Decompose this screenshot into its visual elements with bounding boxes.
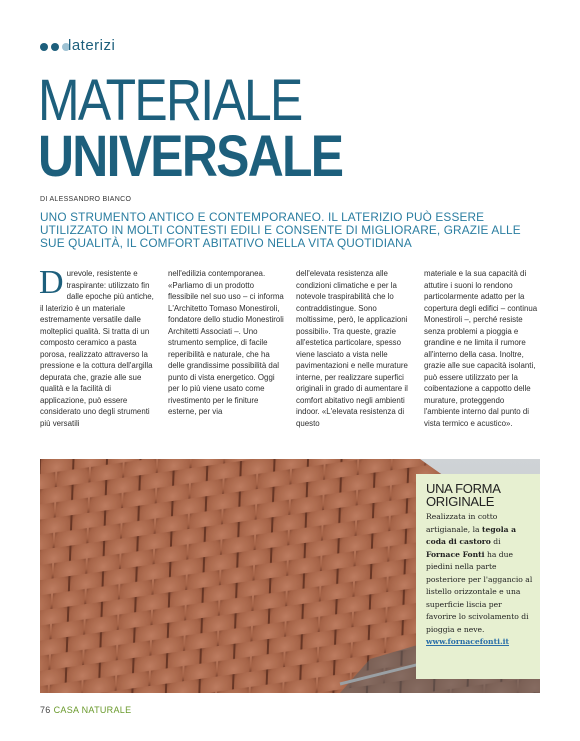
page-number: 76 — [40, 705, 51, 715]
title-line-2: UNIVERSALE — [38, 124, 343, 189]
body-column-3: dell'elevata resistenza alle condizioni climatiche e per la notevole traspirabilità che lo contraddistingue. Sono moltissime, però, le applicazioni possibili». Tra queste, grazie all'estetica particolare, spesso viene lasciato a vista nelle pavimentazioni e nelle murature interne, per realizzare superfici originali in grado di aumentare il comfort abitativo negli ambienti indoor. «L'elevata resistenza di questo — [296, 269, 408, 428]
dropcap: D — [39, 264, 64, 301]
body-column-4: materiale e la sua capacità di attutire i suoni lo rendono particolarmente adatto per la copertura degli edifici – continua Monestiroli –, perché resiste senza problemi a pioggia e grandine e ne limita il rumore all'interno della casa. Inoltre, grazie alle sue capacità isolanti, può essere utilizzato per la coibentazione a cappotto delle murature, proteggendo l'ambiente interno dal punto di vista termico e acustico». — [424, 269, 538, 428]
dot-icon — [40, 43, 48, 51]
lead-paragraph: UNO STRUMENTO ANTICO E CONTEMPORANEO. IL LATERIZIO PUÒ ESSERE UTILIZZATO IN MOLTI CONTESTI EDILI E CONSENTE DI MIGLIORARE, GRAZIE ALLE SUE QUALITÀ, IL COMFORT ABITATIVO NELLA VITA QUOTIDIANA — [40, 210, 521, 250]
byline: DI ALESSANDRO BIANCO — [40, 196, 132, 203]
page-footer — [40, 705, 131, 715]
sidebar-text: Realizzata in cotto artigianale, la tegola a coda di castoro di Fornace Fonti ha due piedini nella parte posteriore per l'aggancio al listello orizzontale e una superficie liscia per favorire lo scivolamento di pioggia e neve. www.fornacefonti.it — [426, 512, 533, 646]
sidebar-title: UNA FORMA ORIGINALE — [426, 481, 500, 509]
body-column-1 — [39, 264, 158, 429]
magazine-name: CASA NATURALE — [53, 705, 132, 715]
sidebar-link[interactable]: www.fornacefonti.it — [426, 637, 510, 646]
dot-icon — [51, 43, 59, 51]
title-line-1: MATERIALE — [38, 68, 302, 133]
section-dots — [40, 43, 70, 51]
section-label: laterizi — [68, 37, 116, 54]
body-column-2: nell'edilizia contemporanea. «Parliamo di un prodotto flessibile nel suo uso – ci informa L'Architetto Tomaso Monestiroli, fondatore dello studio Monestiroli Architetti Associati –. Uno strumento semplice, di facile reperibilità e naturale, che ha delle grandissime possibilità dal punto di vista energetico. Oggi per lo più viene usato come rivestimento per le finiture esterne, per via — [168, 269, 284, 416]
sidebar-box — [416, 474, 540, 679]
body-text-1: urevole, resistente e traspirante: utilizzato fin dalle epoche più antiche, il laterizio è un materiale estremamente versatile dalle molteplici qualità. Si tratta di un composto ceramico a pasta porosa, realizzato attraverso la pressione e la cottura dell'argilla depurata che, grazie alle sue qualità e la facilità di applicazione, può essere considerato uno degli strumenti più versatili — [40, 269, 154, 428]
